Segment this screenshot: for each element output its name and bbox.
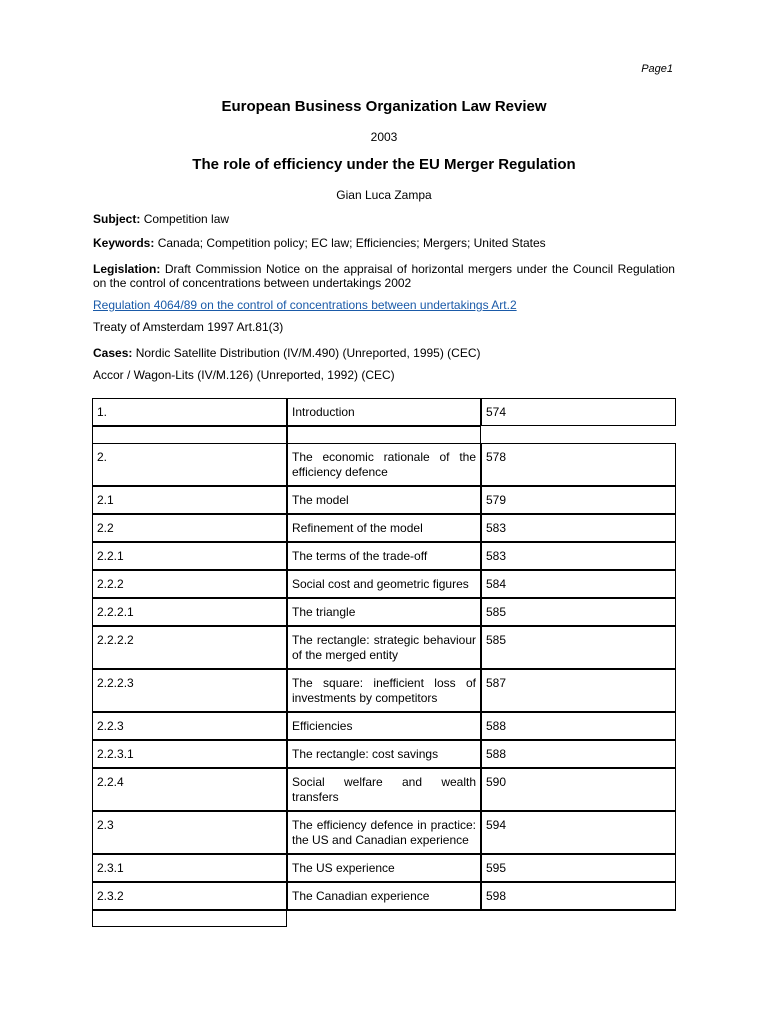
toc-page: 588: [481, 740, 676, 768]
author: Gian Luca Zampa: [336, 188, 432, 202]
empty-cell: [287, 910, 481, 927]
regulation-link[interactable]: Regulation 4064/89 on the control of concentrations between undertakings Art.2: [93, 298, 517, 312]
table-row: [92, 740, 676, 768]
legislation-block: [93, 262, 675, 290]
subject-line: [93, 212, 675, 226]
toc-page: 574: [481, 398, 676, 426]
cases-line: [93, 346, 675, 360]
toc-title: The rectangle: strategic behaviour of the merged entity: [287, 626, 481, 669]
toc-title: The triangle: [287, 598, 481, 626]
table-row: [92, 570, 676, 598]
toc-number: 2.2.2.3: [92, 669, 287, 712]
subject-label: Subject:: [93, 212, 141, 226]
toc-number: 2.2.4: [92, 768, 287, 811]
toc-page: 587: [481, 669, 676, 712]
toc-number: 2.3: [92, 811, 287, 854]
table-row: [92, 514, 676, 542]
toc-title: The economic rationale of the efficiency defence: [287, 443, 481, 486]
table-row: [92, 398, 676, 426]
toc-number: 2.2.3.1: [92, 740, 287, 768]
table-row: [92, 486, 676, 514]
keywords-value: Canada; Competition policy; EC law; Efficiencies; Mergers; United States: [157, 236, 546, 250]
toc-title: The Canadian experience: [287, 882, 481, 910]
article-title: The role of efficiency under the EU Merger Regulation: [192, 156, 576, 173]
empty-cell: [92, 910, 287, 927]
table-row: [92, 443, 676, 486]
toc-page: 588: [481, 712, 676, 740]
toc-title: The terms of the trade-off: [287, 542, 481, 570]
legislation-label: Legislation:: [93, 262, 161, 276]
cases-label: Cases:: [93, 346, 133, 360]
legislation-value: Draft Commission Notice on the appraisal of horizontal mergers under the Council Regulation on the control of concentrations between undertakings 2002: [93, 262, 675, 290]
table-row: [92, 712, 676, 740]
toc-page: 598: [481, 882, 676, 910]
toc-title: Efficiencies: [287, 712, 481, 740]
toc-number: 2.2.2.2: [92, 626, 287, 669]
toc-page: 584: [481, 570, 676, 598]
table-row: [92, 882, 676, 910]
toc-title: Refinement of the model: [287, 514, 481, 542]
toc-number: 2.2.3: [92, 712, 287, 740]
toc-page: 585: [481, 598, 676, 626]
empty-cell: [481, 910, 676, 927]
table-row: [92, 598, 676, 626]
toc-page: 595: [481, 854, 676, 882]
empty-cell: [481, 426, 676, 443]
toc-title: The rectangle: cost savings: [287, 740, 481, 768]
table-row: [92, 768, 676, 811]
toc-title: Introduction: [287, 398, 481, 426]
toc-page: 594: [481, 811, 676, 854]
table-spacer-row: [92, 426, 676, 443]
toc-title: The model: [287, 486, 481, 514]
toc-page: 590: [481, 768, 676, 811]
cases-extra-text: Accor / Wagon-Lits (IV/M.126) (Unreported, 1992) (CEC): [93, 368, 395, 382]
empty-cell: [287, 426, 481, 443]
table-row: [92, 542, 676, 570]
table-row: [92, 811, 676, 854]
toc-number: 2.2.1: [92, 542, 287, 570]
legislation-link-line: [93, 298, 675, 312]
journal-title: European Business Organization Law Review: [221, 98, 547, 115]
toc-title: Social cost and geometric figures: [287, 570, 481, 598]
subject-value: Competition law: [143, 212, 230, 226]
toc-number: 2.2.2.1: [92, 598, 287, 626]
toc-number: 2.3.1: [92, 854, 287, 882]
keywords-line: [93, 236, 675, 250]
toc-number: 1.: [92, 398, 287, 426]
toc-number: 2.2: [92, 514, 287, 542]
toc-page: 578: [481, 443, 676, 486]
table-row: [92, 669, 676, 712]
toc-number: 2.1: [92, 486, 287, 514]
treaty-text: Treaty of Amsterdam 1997 Art.81(3): [93, 320, 284, 334]
toc-page: 585: [481, 626, 676, 669]
empty-cell: [92, 426, 287, 443]
toc-page: 583: [481, 514, 676, 542]
table-row: [92, 626, 676, 669]
table-of-contents: [92, 398, 676, 927]
cases-value: Nordic Satellite Distribution (IV/M.490) (Unreported, 1995) (CEC): [135, 346, 481, 360]
toc-number: 2.2.2: [92, 570, 287, 598]
toc-number: 2.: [92, 443, 287, 486]
toc-page: 579: [481, 486, 676, 514]
toc-number: 2.3.2: [92, 882, 287, 910]
toc-title: Social welfare and wealth transfers: [287, 768, 481, 811]
page-number: Page1: [641, 63, 673, 75]
cases-extra-line: [93, 368, 675, 382]
treaty-line: [93, 320, 675, 334]
toc-page: 583: [481, 542, 676, 570]
toc-title: The efficiency defence in practice: the US and Canadian experience: [287, 811, 481, 854]
publication-year: 2003: [370, 130, 398, 144]
table-trailing-row: [92, 910, 676, 927]
toc-title: The square: inefficient loss of investments by competitors: [287, 669, 481, 712]
toc-title: The US experience: [287, 854, 481, 882]
table-row: [92, 854, 676, 882]
keywords-label: Keywords:: [93, 236, 155, 250]
